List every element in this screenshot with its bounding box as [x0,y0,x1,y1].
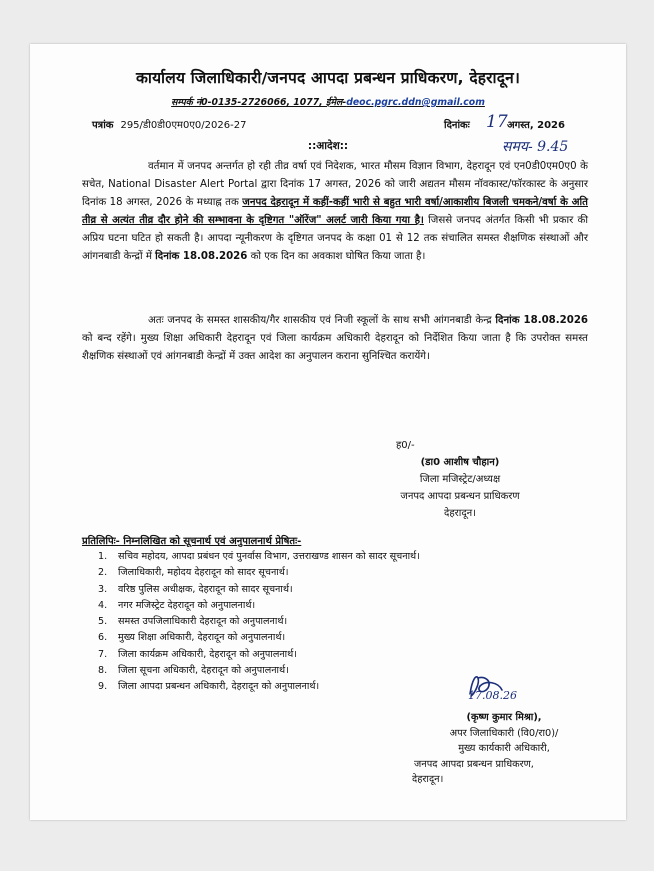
reference-value: 295/डी0डी0एम0ए0/2026-27 [120,120,247,131]
para2-text-b: को बन्द रहेंगे। मुख्य शिक्षा अधिकारी देहरादून एवं जिला कार्यक्रम अधिकारी देहरादून को निर्देशित किया जाता है कि उपरोक्त समस्त शैक्षणिक संस्थाओं एवं आंगनबाडी केन्द्रों में उक्त आदेश का अनुपालन कराना सुनिश्चित करायेंगे। [82,333,588,362]
signatory-block-1 [360,437,560,522]
contact-line [30,95,626,108]
holiday-date: दिनांक 18.08.2026 [155,251,248,262]
copy-item-number: 9. [98,681,108,693]
copy-item-text: जिला सूचना अधिकारी, देहरादून को अनुपालनार्थ। [118,665,289,677]
signatory-1-name: (डा0 आशीष चौहान) [420,457,500,468]
copy-list-item [98,647,618,663]
copy-item-number: 6. [98,632,108,644]
signatory-2-name: (कृष्ण कुमार मिश्रा), [466,712,542,723]
signatory-block-2 [404,710,604,788]
copy-item-number: 2. [98,567,108,579]
order-paragraph-2 [82,312,588,366]
copy-item-text: नगर मजिस्ट्रेट देहरादून को अनुपालनार्थ। [118,599,256,611]
copy-item-text: सचिव महोदय, आपदा प्रबंधन एवं पुनर्वास विभाग, उत्तराखण्ड शासन को सादर सूचनार्थ। [118,551,420,562]
time-handwritten: समय- 9.45 [502,139,569,155]
date-day-handwritten: 17 [486,112,508,132]
contact-email: deoc.pgrc.ddn@gmail.com [346,97,485,108]
para2-text-a: अतः जनपद के समस्त शासकीय/गैर शासकीय एवं निजी स्कूलों के साथ सभी आंगनबाडी केन्द्र [148,315,496,326]
contact-numbers: सम्पर्क नं0-0135-2726066, 1077, ईमेल- [171,97,347,108]
copy-item-text: जिला कार्यक्रम अधिकारी, देहरादून को अनुपालनार्थ। [118,648,297,660]
copy-list-item [98,565,618,581]
copy-list-item [98,598,618,614]
copy-item-number: 4. [98,599,108,611]
copy-item-text: जिलाधिकारी, महोदय देहरादून को सादर सूचनार्थ। [118,567,289,579]
para1-text-b: जिससे जनपद अंतर्गत किसी भी प्रकार की अप्रिय घटना घटित हो सकती है। आपदा न्यूनीकरण के दृष्टिगत जनपद के कक्षा 01 से 12 तक संचालित समस्त शैक्षणिक संस्थाओं और आंगनबाडी केन्द्रों में [82,215,588,262]
orange-alert-highlight: जनपद देहरादून में कहीं-कहीं भारी से बहुत भारी वर्षा/आकाशीय बिजली चमकने/वर्षा के अति तीव्र से अत्यंत तीव्र दौर होने की सम्भावना के दृष्टिगत "ऑरेंज" अलर्ट जारी किया गया है। [82,197,588,226]
copy-list-item [98,582,618,598]
copy-item-text: मुख्य शिक्षा अधिकारी, देहरादून को अनुपालनार्थ। [118,632,286,644]
order-paragraph-1 [82,158,588,266]
office-title: कार्यालय जिलाधिकारी/जनपद आपदा प्रबन्धन प्राधिकरण, देहरादून। [135,69,521,87]
copy-item-number: 1. [98,551,108,562]
signatory-2-place: देहरादून। [412,774,444,785]
copy-item-text: वरिष्ठ पुलिस अधीक्षक, देहरादून को सादर सूचनार्थ। [118,583,293,595]
signatory-2-org: जनपद आपदा प्रबन्धन प्राधिकरण, [414,758,534,770]
copy-heading: प्रतिलिपिः- निम्नलिखित को सूचनार्थ एवं अनुपालनार्थ प्रेषितः- [82,536,302,547]
signatory-1-org: जनपद आपदा प्रबन्धन प्राधिकरण [400,491,520,502]
copy-list-item [98,630,618,646]
copy-list-item [98,614,618,630]
document-page [30,44,626,820]
signatory-1-place: देहरादून। [444,508,476,519]
copy-item-number: 8. [98,665,108,677]
copy-item-number: 7. [98,648,108,660]
reference-label: पत्रांक [92,120,114,131]
signature-date-handwritten: 17.08.26 [468,689,517,702]
signed-mark: ह0/- [396,440,415,451]
signatory-1-designation: जिला मजिस्ट्रेट/अध्यक्ष [419,474,501,485]
para1-text-c: को एक दिन का अवकाश घोषित किया जाता है। [247,251,426,262]
copy-item-number: 5. [98,616,108,628]
order-title: ::आदेश:: [307,140,349,152]
signatory-2-designation: अपर जिलाधिकारी (वि0/रा0)/ [449,727,559,739]
copy-list-item [98,549,618,565]
closure-date: दिनांक 18.08.2026 [495,315,588,326]
signatory-2-role: मुख्य कार्यकारी अधिकारी, [458,743,550,754]
date-month-year: अगस्त, 2026 [507,120,565,131]
copy-item-number: 3. [98,583,108,595]
copy-item-text: जिला आपदा प्रबन्धन अधिकारी, देहरादून को अनुपालनार्थ। [118,681,320,693]
reference-number [92,117,246,131]
copy-item-text: समस्त उपजिलाधिकारी देहरादून को अनुपालनार्थ। [118,616,288,628]
date-label: दिनांकः [444,120,470,131]
para1-text-a: वर्तमान में जनपद अन्तर्गत हो रही तीव्र वर्षा एवं निदेशक, भारत मौसम विज्ञान विभाग, देहरादून एवं एन0डी0एम0ए0 के सचेत, National Disaster Alert Portal द्वारा दिनांक 17 अगस्त, 2026 को जारी अद्यतन मौसम नॉवकास्ट/फॉरकास्ट के अनुसार दिनांक 18 अगस्त, 2026 के मध्याह्न तक [82,161,588,208]
